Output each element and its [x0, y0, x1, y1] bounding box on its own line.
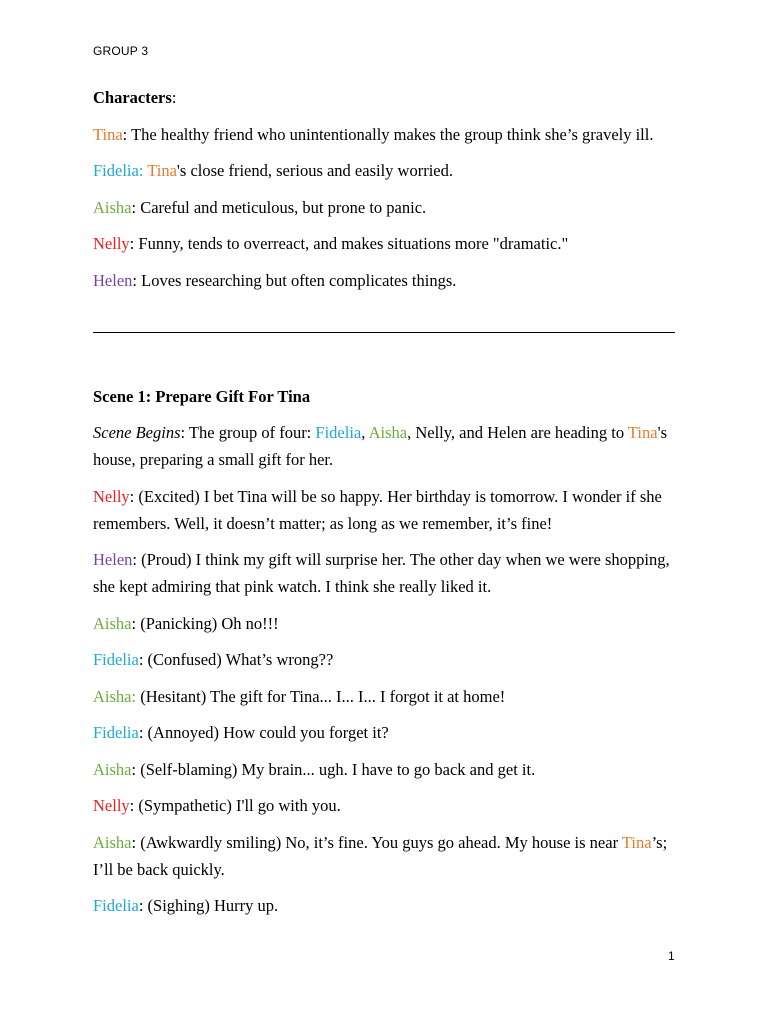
character-helen — [93, 267, 678, 294]
dialogue-line — [93, 719, 678, 746]
speaker-name: Nelly — [93, 486, 130, 506]
speaker-name: Helen — [93, 550, 133, 569]
dialogue-text: : (Annoyed) How could you forget it? — [138, 723, 389, 742]
character-name: Nelly — [93, 234, 130, 253]
dialogue-text: : (Self-blaming) My brain... ugh. I have to go back and get it. — [131, 759, 536, 779]
speaker-name: Fidelia — [93, 896, 139, 915]
speaker-name: Aisha — [93, 759, 132, 779]
character-desc: The healthy friend who unintentionally makes the group think she’s gravely ill. — [131, 124, 654, 144]
character-name: Fidelia — [93, 161, 139, 180]
dialogue-text: : (Excited) I bet Tina will be so happy. Her birthday is tomorrow. I wonder if she remembers. Well, it doesn’t matter; as long as we remember, it’s fine! — [93, 486, 662, 533]
dialogue-text: (Hesitant) The gift for Tina... I... I... I forgot it at home! — [136, 686, 506, 706]
dialogue-line — [93, 756, 678, 783]
speaker-name: Aisha — [93, 832, 132, 852]
character-sep: : — [122, 124, 132, 144]
scene-intro-text: , Nelly, and Helen are heading to — [407, 423, 628, 442]
character-mention: Tina — [147, 161, 177, 180]
character-desc: Careful and meticulous, but prone to panic. — [140, 197, 427, 217]
dialogue-line — [93, 610, 678, 637]
dialogue-text: ’s; I’ll be back quickly. — [93, 832, 668, 879]
character-fidelia — [93, 157, 678, 184]
speaker-name: Fidelia — [93, 650, 139, 669]
scene-intro-text: 's house, preparing a small gift for her. — [93, 423, 667, 469]
speaker-name: Aisha — [93, 613, 132, 633]
character-tina — [93, 121, 678, 148]
dialogue-text: : (Proud) I think my gift will surprise her. The other day when we were shopping, she kept admiring that pink watch. I think she really liked it. — [93, 550, 670, 596]
characters-heading-colon: : — [171, 88, 177, 107]
page-number: 1 — [668, 949, 675, 963]
scene-intro-text: : The group of four: — [180, 423, 316, 442]
speaker-name: Aisha: — [93, 686, 137, 706]
characters-heading — [93, 84, 678, 111]
scene-title: Scene 1: Prepare Gift For Tina — [93, 386, 311, 406]
character-desc: Loves researching but often complicates things. — [141, 270, 457, 290]
dialogue-line — [93, 683, 678, 710]
character-aisha — [93, 194, 678, 221]
speaker-name: Fidelia — [93, 723, 139, 742]
scene-intro-comma: , — [361, 423, 369, 442]
section-divider — [93, 332, 675, 333]
character-nelly — [93, 230, 678, 257]
dialogue-line — [93, 892, 678, 919]
character-sep: : — [138, 161, 148, 180]
dialogue-line — [93, 646, 678, 673]
mention-tina: Tina — [621, 832, 652, 852]
character-sep: : — [131, 197, 141, 217]
dialogue-text: : (Sighing) Hurry up. — [138, 896, 279, 915]
characters-heading-text: Characters — [93, 88, 172, 107]
dialogue-line — [93, 792, 678, 819]
character-name: Helen — [93, 270, 133, 290]
scene-intro — [93, 419, 678, 473]
dialogue-line — [93, 546, 678, 600]
character-desc: 's close friend, serious and easily worried. — [176, 161, 453, 180]
mention-tina: Tina — [627, 423, 658, 442]
dialogue-text: : (Panicking) Oh no!!! — [131, 613, 279, 633]
character-name: Aisha — [93, 197, 132, 217]
scene-begins-label: Scene Begins — [93, 423, 181, 442]
character-sep: : — [132, 270, 142, 290]
dialogue-line — [93, 829, 678, 883]
document-body — [93, 84, 678, 929]
character-sep: : — [129, 234, 139, 253]
speaker-name: Nelly — [93, 796, 130, 815]
mention-aisha: Aisha — [368, 423, 408, 442]
character-name: Tina — [93, 124, 123, 144]
character-desc: Funny, tends to overreact, and makes situations more "dramatic." — [138, 234, 569, 253]
dialogue-text: : (Awkwardly smiling) No, it’s fine. You guys go ahead. My house is near — [131, 832, 622, 852]
dialogue-line — [93, 483, 678, 537]
dialogue-text: : (Confused) What’s wrong?? — [138, 650, 334, 669]
mention-fidelia: Fidelia — [315, 423, 362, 442]
dialogue-text: : (Sympathetic) I'll go with you. — [129, 796, 341, 815]
document-header: GROUP 3 — [93, 44, 149, 58]
